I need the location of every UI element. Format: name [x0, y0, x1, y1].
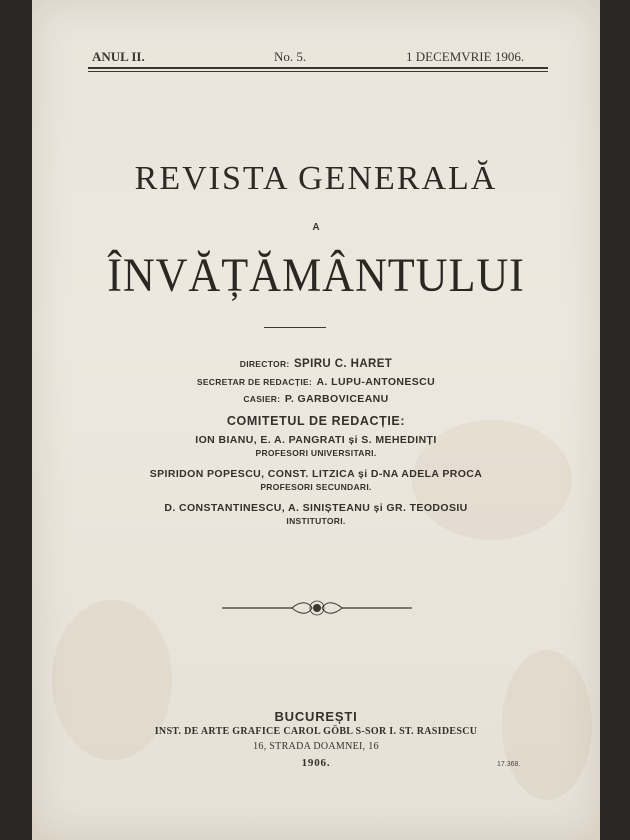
cashier-name: P. GARBOVICEANU [284, 393, 389, 405]
committee-group-title: INSTITUTORI. [286, 516, 346, 526]
cashier-role: CASIER: [243, 394, 281, 404]
header-rule-thin [88, 71, 548, 72]
secretary-line [32, 372, 600, 390]
journal-title-line2: ÎNVĂȚĂMÂNTULUI [107, 249, 525, 302]
ornament-divider-icon [222, 598, 412, 618]
print-code: 17.368. [497, 761, 521, 768]
header-rule-thick [88, 67, 548, 69]
journal-title-line1: REVISTA GENERALĂ [134, 160, 498, 197]
volume-label: ANUL II. [92, 49, 145, 64]
committee-group-title: PROFESORI UNIVERSITARI. [255, 448, 377, 458]
issue-number: No. 5. [274, 49, 307, 64]
committee-group-names: SPIRIDON POPESCU, CONST. LITZICA și D-NA ADELA PROCA [149, 468, 483, 480]
title-connector: A [312, 222, 320, 233]
cashier-line [32, 389, 600, 407]
committee-group-names: D. CONSTANTINESCU, A. SINIȘTEANU și GR. TEODOSIU [164, 502, 468, 514]
paper-stain [502, 650, 592, 800]
printer-name: INST. DE ARTE GRAFICE CAROL GÖBL S-SOR I. ST. RASIDESCU [154, 726, 478, 737]
title-page [32, 0, 600, 840]
committee-heading: COMITETUL DE REDACȚIE: [226, 414, 406, 428]
committee-group-names: ION BIANU, E. A. PANGRATI și S. MEHEDINȚI [195, 434, 437, 446]
director-line [32, 354, 600, 372]
director-role: DIRECTOR: [239, 359, 290, 369]
title-divider [264, 327, 326, 328]
publication-year: 1906. [301, 757, 331, 769]
secretary-name: A. LUPU-ANTONESCU [316, 376, 436, 388]
publication-city: BUCUREȘTI [274, 709, 358, 724]
printer-address: 16, STRADA DOAMNEI, 16 [253, 741, 379, 752]
issue-date: 1 DECEMVRIE 1906. [406, 49, 525, 64]
committee-group-title: PROFESORI SECUNDARI. [260, 482, 372, 492]
secretary-role: SECRETAR DE REDACȚIE: [196, 377, 313, 387]
director-name: SPIRU C. HARET [293, 358, 393, 370]
issue-header [90, 45, 546, 65]
